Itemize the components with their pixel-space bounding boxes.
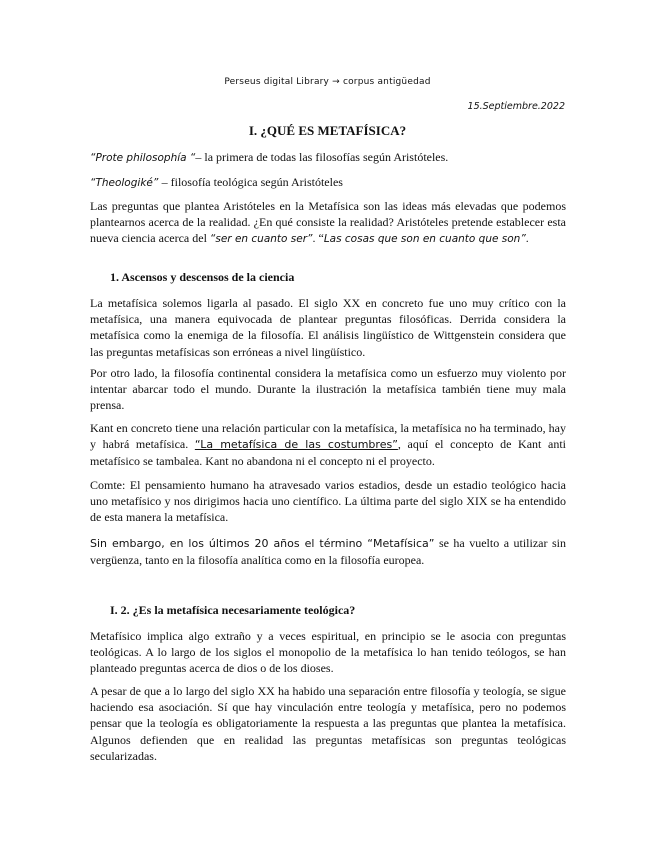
page-header: Perseus digital Library → corpus antigüedad: [224, 77, 431, 87]
section-heading-1: 1. Ascensos y descensos de la ciencia: [110, 270, 295, 284]
definition-term: “Theologiké”: [90, 177, 162, 189]
paragraph-sin-embargo: [90, 535, 566, 568]
text-run: Kant en concreto tiene una relación particular con la metafísica, la metafísica no ha terminado, hay y habrá metafísica.: [90, 421, 566, 452]
definition-text: filosofía teológica según Aristóteles: [167, 175, 343, 189]
quote-ser-en-cuanto-ser: “ser en cuanto ser”: [209, 233, 313, 246]
definition-dash: –: [161, 175, 168, 189]
page-title: I. ¿QUÉ ES METAFÍSICA?: [248, 123, 407, 138]
paragraph-intro: [90, 198, 566, 248]
text-run: Las preguntas que plantea Aristóteles en la Metafísica son las ideas más elevadas que podemos plantearnos acerca de la realidad. ¿En qué consiste la realidad? Aristóteles pretende establecer esta nueva ciencia acerca del: [90, 199, 566, 246]
paragraph-siglo-xx-teologia: A pesar de que a lo largo del siglo XX ha habido una separación entre filosofía y teología, se sigue haciendo esa asociación. Sí que hay vinculación entre teología y metafísica, pero no podemos pensar que la teología es obligatoriamente la respuesta a las preguntas que plantea la metafísica. Algunos defienden que en realidad las preguntas metafísicas son preguntas teológicas secularizadas.: [90, 684, 566, 763]
section-heading-2: I. 2. ¿Es la metafísica necesariamente teológica?: [110, 603, 356, 617]
definition-term: “Prote philosophía “: [90, 152, 196, 164]
definition-dash: –: [195, 150, 202, 164]
book-title: “La metafísica de las costumbres”: [194, 438, 398, 452]
definition-text: la primera de todas las filosofías según Aristóteles.: [201, 150, 449, 164]
quote-cosas-que-son: Las cosas que son en cuanto que son”: [323, 233, 526, 246]
paragraph-comte: Comte: El pensamiento humano ha atravesado varios estadios, desde un estadio teológico hacia uno metafísico y nos dirigimos hacia uno científico. La última parte del siglo XIX se ha entendido de esta manera la metafísica.: [90, 478, 566, 525]
text-run: . “: [312, 231, 324, 246]
definition-theologike: [90, 175, 343, 190]
paragraph-filosofia-continental: Por otro lado, la filosofía continental considera la metafísica como un esfuerzo muy violento por intentar abarcar todo el mundo. Durante la ilustración la metafísica también tiene muy mala prensa.: [90, 366, 566, 413]
paragraph-kant: [90, 420, 566, 470]
text-run: , aquí el concepto de Kant anti metafísico se tambalea. Kant no abandona ni el concepto ni el proyecto.: [90, 437, 566, 469]
text-run: se ha vuelto a utilizar sin vergüenza, tanto en la filosofía analítica como en la filosofía europea.: [90, 536, 566, 568]
text-run: .: [525, 231, 529, 246]
paragraph-siglo-xx: La metafísica solemos ligarla al pasado. El siglo XX en concreto fue uno muy crítico con la metafísica, una manera equivocada de plantear preguntas filosóficas. Derrida considera la metafísica como la enemiga de la filosofía. El análisis lingüístico de Wittgenstein considera que las preguntas metafísicas son erróneas a nivel lingüístico.: [90, 296, 566, 359]
text-run: Sin embargo, en los últimos 20 años el término “Metafísica”: [90, 537, 435, 550]
definition-prote-philosophia: [90, 150, 448, 165]
date-label: 15.Septiembre.2022: [467, 101, 565, 112]
paragraph-metafisico: Metafísico implica algo extraño y a veces espiritual, en principio se le asocia con preguntas teológicas. A lo largo de los siglos el monopolio de la metafísica lo han tenido teólogos, se han planteado preguntas acerca de dios o de los dioses.: [90, 629, 566, 676]
